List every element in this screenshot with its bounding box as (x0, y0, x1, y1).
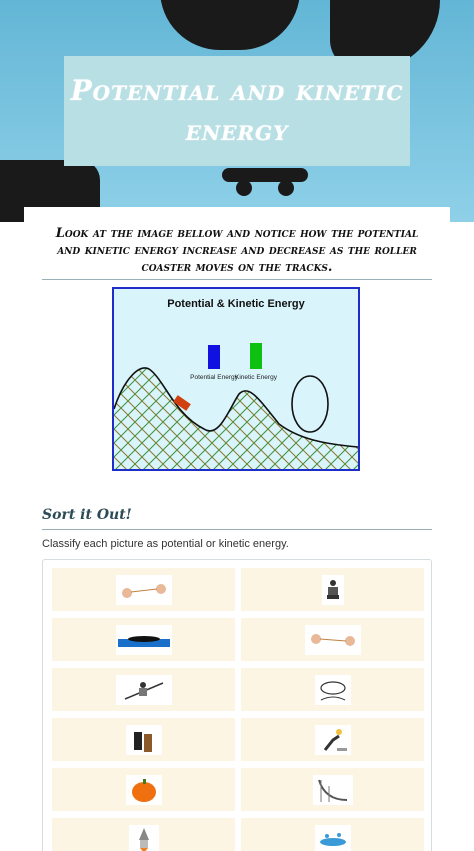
legend-kinetic-label: Kinetic Energy (235, 374, 277, 381)
worksheet (24, 207, 450, 851)
stretched-rubber-band-icon (116, 575, 172, 605)
sort-card-9[interactable] (52, 768, 235, 811)
sort-card-8[interactable] (241, 718, 424, 761)
sort-card-2[interactable] (241, 568, 424, 611)
sort-card-12[interactable] (241, 818, 424, 851)
divider (42, 279, 432, 280)
sort-card-4[interactable] (241, 618, 424, 661)
batteries-icon (126, 725, 162, 755)
swimmer-icon (116, 625, 172, 655)
intro-text: Look at the image bellow and notice how the potential and kinetic energy increase and decrease as the roller coaster moves on the tracks. (55, 226, 419, 275)
skateboard-silhouette (222, 168, 308, 182)
sort-card-11[interactable] (52, 818, 235, 851)
sort-card-3[interactable] (52, 618, 235, 661)
skier-icon (116, 675, 172, 705)
potential-energy-bar (208, 345, 220, 369)
water-splash-icon (315, 825, 351, 851)
wheel-silhouette (236, 180, 252, 196)
kinetic-energy-bar (250, 343, 262, 369)
sort-container (42, 559, 432, 851)
wheel-silhouette (278, 180, 294, 196)
header-banner (0, 0, 474, 222)
page-title: Potential and kinetic energy (70, 74, 404, 147)
sort-card-10[interactable] (241, 768, 424, 811)
rocket-icon (129, 825, 159, 851)
stretched-band-hands-icon (305, 625, 361, 655)
sort-grid (52, 568, 424, 851)
diagram-title: Potential & Kinetic Energy (167, 298, 305, 310)
section-title: Sort it Out! (42, 507, 132, 523)
sort-card-1[interactable] (52, 568, 235, 611)
diver-icon (315, 725, 351, 755)
crouching-person-icon (322, 575, 344, 605)
divider (42, 529, 432, 530)
page-title-box (64, 56, 410, 166)
fish-jumping-icon (315, 675, 351, 705)
sort-card-7[interactable] (52, 718, 235, 761)
instructions-text: Classify each picture as potential or kinetic energy. (42, 538, 289, 550)
sort-card-6[interactable] (241, 668, 424, 711)
legend-potential-label: Potential Energy (190, 374, 238, 381)
skater-head-silhouette (160, 0, 300, 50)
sort-card-5[interactable] (52, 668, 235, 711)
roller-coaster-diagram (112, 287, 360, 471)
pumpkin-icon (126, 775, 162, 805)
waterslide-icon (313, 775, 353, 805)
